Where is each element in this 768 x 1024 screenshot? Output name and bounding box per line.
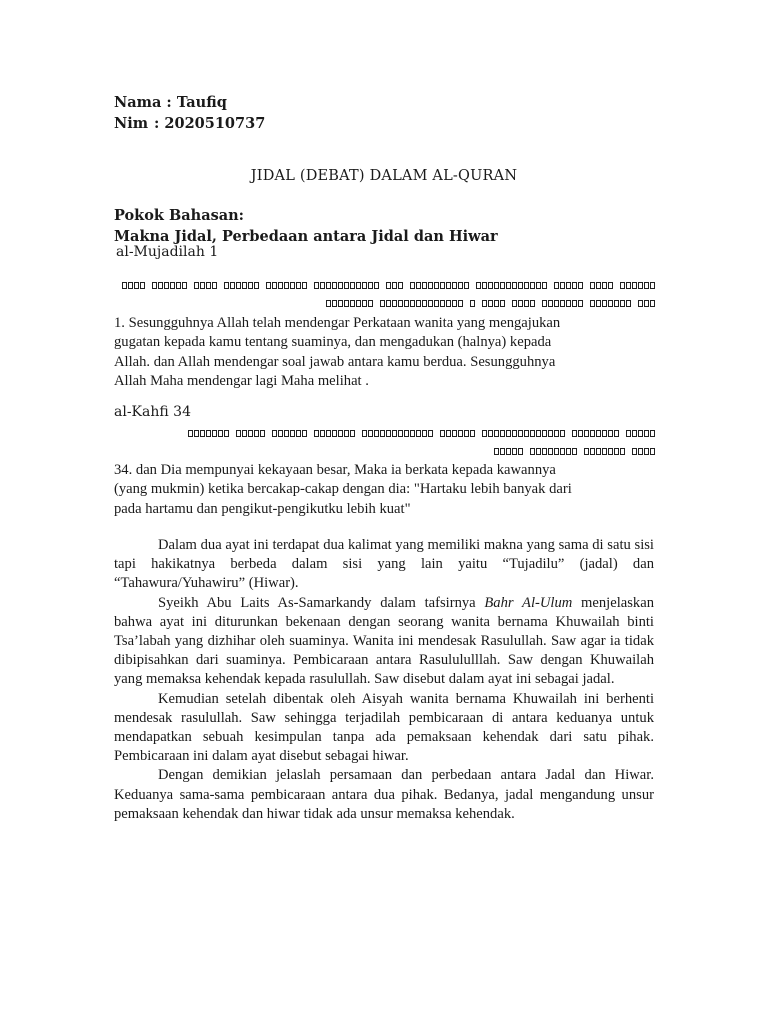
body-text (114, 536, 654, 824)
translation-line: 34. dan Dia mempunyai kekayaan besar, Maka ia berkata kepada kawannya (114, 462, 556, 478)
arabic-verse-1 (114, 276, 656, 312)
translation-line: gugatan kepada kamu tentang suaminya, dan mengadukan (halnya) kepada (114, 334, 552, 351)
arabic-verse-2 (114, 424, 656, 460)
paragraph: Dengan demikian jelaslah persamaan dan perbedaan antara Jadal dan Hiwar. Keduanya sama-sama pembicaraan antara dua pihak. Bedanya, jadal mengandung unsur pemaksaan kehendak dan hiwar tidak ada unsur memaksa kehendak. (114, 767, 654, 822)
translation-2 (114, 461, 654, 519)
translation-line: (yang mukmin) ketika bercakap-cakap dengan dia: "Hartaku lebih banyak dari (114, 481, 572, 498)
translation-line: pada hartamu dan pengikut-pengikutku lebih kuat" (114, 500, 411, 517)
student-info (114, 92, 265, 134)
translation-line: Allah Maha mendengar lagi Maha melihat . (114, 373, 369, 390)
name-value: Taufiq (176, 94, 227, 111)
arabic-line (114, 442, 656, 460)
paragraph: Kemudian setelah dibentak oleh Aisyah wanita bernama Khuwailah ini berhenti mendesak rasulullah. Saw sehingga terjadilah pembicaraan di antara keduanya untuk mendapatkan sebuah kesimpulan tanpa ada pemaksaan kehendak dari satu pihak. Pembicaraan ini dalam ayat disebut sebagai hiwar. (114, 690, 654, 765)
arabic-line (114, 424, 656, 442)
topic-text: Makna Jidal, Perbedaan antara Jidal dan Hiwar (114, 228, 498, 245)
paragraph: Syeikh Abu Laits As-Samarkandy dalam tafsirnya Bahr Al-Ulum menjelaskan bahwa ayat ini diturunkan bekenaan dengan seorang wanita bernama Khuwailah binti Tsa’labah yang dizhihar oleh suaminya. Wanita ini mendesak Rasulullah. Saw agar ia tidak dibipisahkan dari suaminya. Pembicaraan antara Rasulululllah. Saw dengan Khuwailah yang memaksa kehendak kepada rasulullah. Saw disebut dalam ayat ini sebagai jadal. (114, 594, 654, 688)
topic-block (114, 205, 498, 247)
nim-row (114, 113, 265, 134)
paragraph: Dalam dua ayat ini terdapat dua kalimat yang memiliki makna yang sama di satu sisi tapi hakikatnya berbeda dalam sisi yang lain yaitu “Tujadilu” (jadal) dan “Tahawura/Yuhawiru” (Hiwar). (114, 537, 654, 592)
name-row (114, 92, 265, 113)
topic-label: Pokok Bahasan: (114, 207, 245, 224)
translation-line: Allah. dan Allah mendengar soal jawab antara kamu berdua. Sesungguhnya (114, 353, 556, 370)
name-label: Nama : (114, 94, 172, 111)
surah-label-2: al-Kahfi 34 (114, 404, 191, 420)
page-title: JIDAL (DEBAT) DALAM AL-QURAN (250, 168, 518, 184)
book-title: Bahr Al-Ulum (484, 594, 573, 611)
arabic-line (114, 276, 656, 294)
nim-label: Nim (114, 115, 149, 132)
arabic-line (114, 294, 656, 312)
nim-value: : 2020510737 (154, 115, 266, 132)
translation-1 (114, 314, 654, 392)
surah-label-1: al-Mujadilah 1 (116, 244, 219, 260)
translation-line: 1. Sesungguhnya Allah telah mendengar Perkataan wanita yang mengajukan (114, 315, 561, 331)
